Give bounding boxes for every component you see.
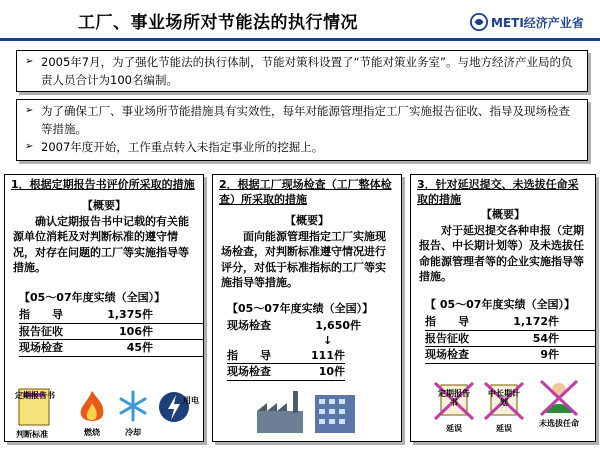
burning-caption: 燃烧 [84,428,100,437]
column-heading: 2．根据工厂现场检查（工厂整体检查）所采取的措施 [219,178,392,206]
result-value: 111件 [311,348,345,362]
bullet-arrow-icon: ➢ [25,56,34,67]
result-value: 10件 [318,365,345,378]
result-row [425,314,595,331]
result-key: 报告征收 [19,324,63,338]
cooling-caption: 冷却 [125,428,141,437]
down-arrow-icon: ↓ [323,333,333,347]
result-key: 指 导 [227,348,271,362]
factory-building-icon [253,385,363,437]
criteria-caption: 判断标准 [16,430,48,439]
result-row [19,307,203,324]
result-row [19,340,203,357]
delay-caption: 延误 [496,424,512,433]
measures-bullet-2 [25,138,581,156]
result-value: 1,375件 [107,308,153,321]
result-key: 现场检查 [227,319,271,332]
result-key: 现场检查 [425,348,469,361]
result-value: 9件 [540,348,559,361]
result-key: 指 导 [425,315,469,328]
snowflake-icon [117,389,149,423]
measures-bullet-1 [25,102,581,138]
measures-text-2: 2007年度开始，工作重点转入未指定事业所的挖掘上。 [41,140,324,154]
report-caption: 定期报告书 [438,389,470,407]
meti-logo [470,12,592,32]
bullet-arrow-icon: ➢ [25,141,34,152]
plan-caption: 中长期计划 [488,389,520,407]
result-row [425,347,595,364]
page-title: 工厂、事业场所对节能法的执行情况 [78,13,358,33]
result-key: 现场检查 [19,341,63,354]
result-row [425,331,595,348]
result-row [227,348,345,365]
logo-text: METI经济产业省 [491,15,584,30]
report-caption: 定期报告书 [15,391,55,400]
bullet-arrow-icon: ➢ [25,105,34,116]
intro-box [16,50,588,92]
column-site-inspection [212,174,402,442]
header-rule [0,38,600,41]
result-value: 1,650件 [315,319,361,332]
result-value: 54件 [532,331,559,345]
unappointed-caption: 未选拔任命 [539,419,579,428]
result-key: 报告征收 [425,331,469,345]
intro-text: 2005年7月，为了强化节能法的执行体制，节能对策科设置了“节能对策业务室”。与地方经济产业局的负责人员合计为100名编制。 [41,55,573,87]
electricity-caption: 用电 [183,396,199,405]
result-row [227,364,345,381]
result-value: 106件 [119,324,153,338]
results-title: 【 05～07年度实绩（全国）】 [425,297,575,311]
results-block [5,290,203,357]
meti-emblem-icon [470,13,488,31]
summary-text: 对于延迟提交各种申报（定期报告、中长期计划等）及未选拔任命能源管理者等的企业实施指导等措施。 [419,223,584,283]
summary-label: 【概要】 [82,199,126,212]
column-heading: 3．针对延迟提交、未选拔任命采取的措施 [417,178,579,206]
column-periodic-report [4,174,204,442]
results-title: 【05～07年度实绩（全国）】 [227,301,374,315]
summary-label: 【概要】 [285,214,329,227]
intro-bullet [25,53,581,89]
column-late-submission [410,174,596,442]
results-block [411,297,595,364]
result-value: 45件 [126,341,153,354]
measures-text-1: 为了确保工厂、事业场所节能措施具有实效性，每年对能源管理指定工厂实施报告征收、指导及现场检查等措施。 [41,104,570,136]
result-row [227,318,401,334]
result-row [19,324,203,341]
results-title: 【05～07年度实绩（全国）】 [19,290,166,304]
summary-text: 确认定期报告书中记载的有关能源单位消耗及对判断标准的遵守情况，对存在问题的工厂等实施指导等措施。 [13,214,189,274]
column-heading: 1．根据定期报告书评价所采取的措施 [11,178,195,191]
summary-text: 面向能源管理指定工厂实施现场检查，对判断标准遵守情况进行评分，对低于标准指标的工厂等实施指导等措施。 [221,229,386,289]
unappointed-manager-icon [537,379,581,417]
summary-label: 【概要】 [481,208,525,221]
fire-icon [75,389,109,425]
result-key: 现场检查 [227,365,271,378]
delay-caption: 延误 [446,424,462,433]
result-value: 1,172件 [513,315,559,328]
results-block [213,301,401,381]
result-key: 指 导 [19,308,63,321]
measures-box [16,99,588,161]
